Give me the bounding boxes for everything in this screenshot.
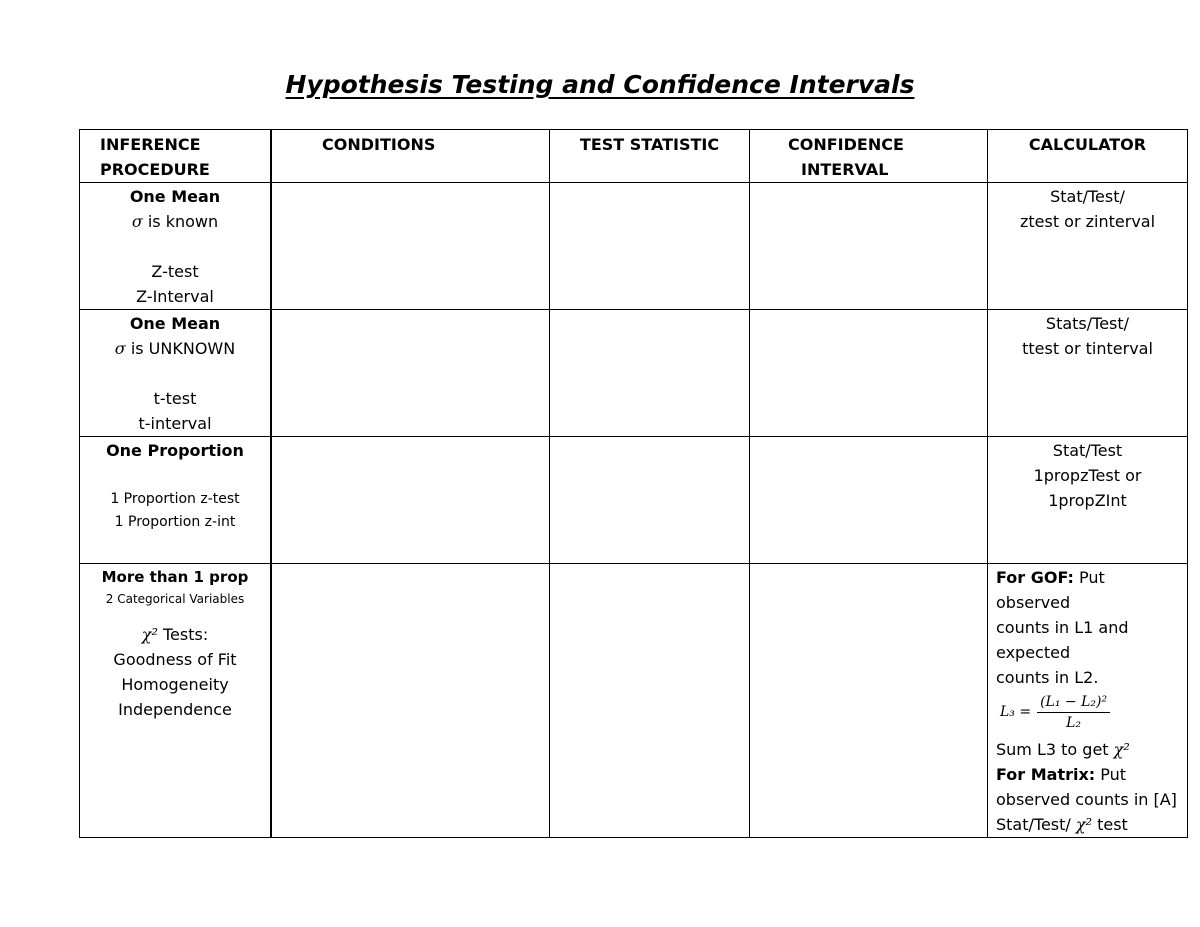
stat-prefix: Stat/Test/ [996,815,1071,834]
inference-table [79,129,1188,838]
header-calculator: CALCULATOR [988,130,1188,183]
interval-name: Z-Interval [136,287,214,306]
test-name: t-test [153,389,197,408]
chi-square-symbol: χ² [1113,740,1130,759]
sigma-line [80,336,270,361]
gof-line3: counts in L2. [996,668,1099,687]
header-procedure-line2: PROCEDURE [100,160,210,179]
header-row [80,130,1188,183]
calc-line1: Stat/Test/ [1050,187,1125,206]
sigma-symbol: σ [114,339,126,358]
gof-label: For GOF: [996,568,1074,587]
tests-label: Tests: [162,625,209,644]
conditions-cell [271,310,550,437]
chi-tests-line [80,622,270,647]
sigma-text: is known [147,212,219,231]
header-ci-line2: INTERVAL [801,160,889,179]
header-confidence-interval [750,130,988,183]
confidence-interval-cell [750,437,988,564]
matrix-line2: observed counts in [A] [996,790,1177,809]
formula-denominator: L₂ [1066,715,1082,731]
conditions-cell [271,564,550,838]
formula-lhs: L₃ = [1000,704,1032,720]
formula-fraction [1037,692,1110,733]
header-procedure-line1: INFERENCE [100,135,201,154]
confidence-interval-cell [750,310,988,437]
test-goodness-of-fit: Goodness of Fit [113,650,237,669]
conditions-cell [271,437,550,564]
stat-line [996,812,1183,837]
confidence-interval-cell [750,564,988,838]
matrix-text1: Put [1100,765,1127,784]
calc-line3: 1propZInt [1048,491,1127,510]
row-one-proportion [80,437,1188,564]
row-more-than-one-prop [80,564,1188,838]
matrix-line1 [996,762,1183,787]
conditions-cell [271,183,550,310]
test-name: Z-test [151,262,199,281]
sigma-text: is UNKNOWN [130,339,236,358]
test-statistic-cell [550,564,750,838]
test-homogeneity: Homogeneity [121,675,229,694]
calculator-cell [988,310,1188,437]
confidence-interval-cell [750,183,988,310]
row-one-mean-unknown [80,310,1188,437]
sum-text: Sum L3 to get [996,740,1109,759]
procedure-cell [80,564,272,838]
gof-text1: Put observed [996,568,1105,612]
interval-name: 1 Proportion z-int [114,514,236,530]
gof-line2: counts in L1 and expected [996,618,1129,662]
procedure-name: One Proportion [106,441,244,460]
sum-line [996,737,1183,762]
calc-line1: Stat/Test [1052,441,1123,460]
test-independence: Independence [118,700,232,719]
calc-line2: ztest or zinterval [1019,212,1156,231]
procedure-cell [80,437,272,564]
header-procedure [80,130,272,183]
procedure-name: One Mean [129,314,221,333]
procedure-subtitle: 2 Categorical Variables [105,592,245,606]
formula-numerator: (L₁ − L₂)² [1037,692,1110,713]
stat-suffix: test [1097,815,1128,834]
page-title: Hypothesis Testing and Confidence Intervals [285,70,915,99]
sigma-line [80,209,270,234]
test-statistic-cell [550,310,750,437]
test-statistic-cell [550,183,750,310]
sigma-symbol: σ [131,212,143,231]
chi-square-formula [1000,692,1183,733]
calc-line1: Stats/Test/ [1045,314,1130,333]
chi-square-symbol: χ² [1075,815,1092,834]
test-name: 1 Proportion z-test [110,491,240,507]
interval-name: t-interval [138,414,212,433]
row-one-mean-known [80,183,1188,310]
procedure-name: One Mean [129,187,221,206]
calc-line2: ttest or tinterval [1022,339,1153,358]
gof-line1 [996,565,1183,615]
header-conditions: CONDITIONS [271,130,550,183]
calculator-cell [988,183,1188,310]
calculator-cell [988,564,1188,838]
test-statistic-cell [550,437,750,564]
matrix-label: For Matrix: [996,765,1096,784]
calculator-cell [988,437,1188,564]
procedure-cell [80,183,272,310]
header-ci-line1: CONFIDENCE [788,135,904,154]
procedure-name: More than 1 prop [101,568,249,586]
chi-square-symbol: χ² [141,625,158,644]
calc-line2: 1propzTest or [1033,466,1142,485]
procedure-cell [80,310,272,437]
header-test-statistic: TEST STATISTIC [550,130,750,183]
